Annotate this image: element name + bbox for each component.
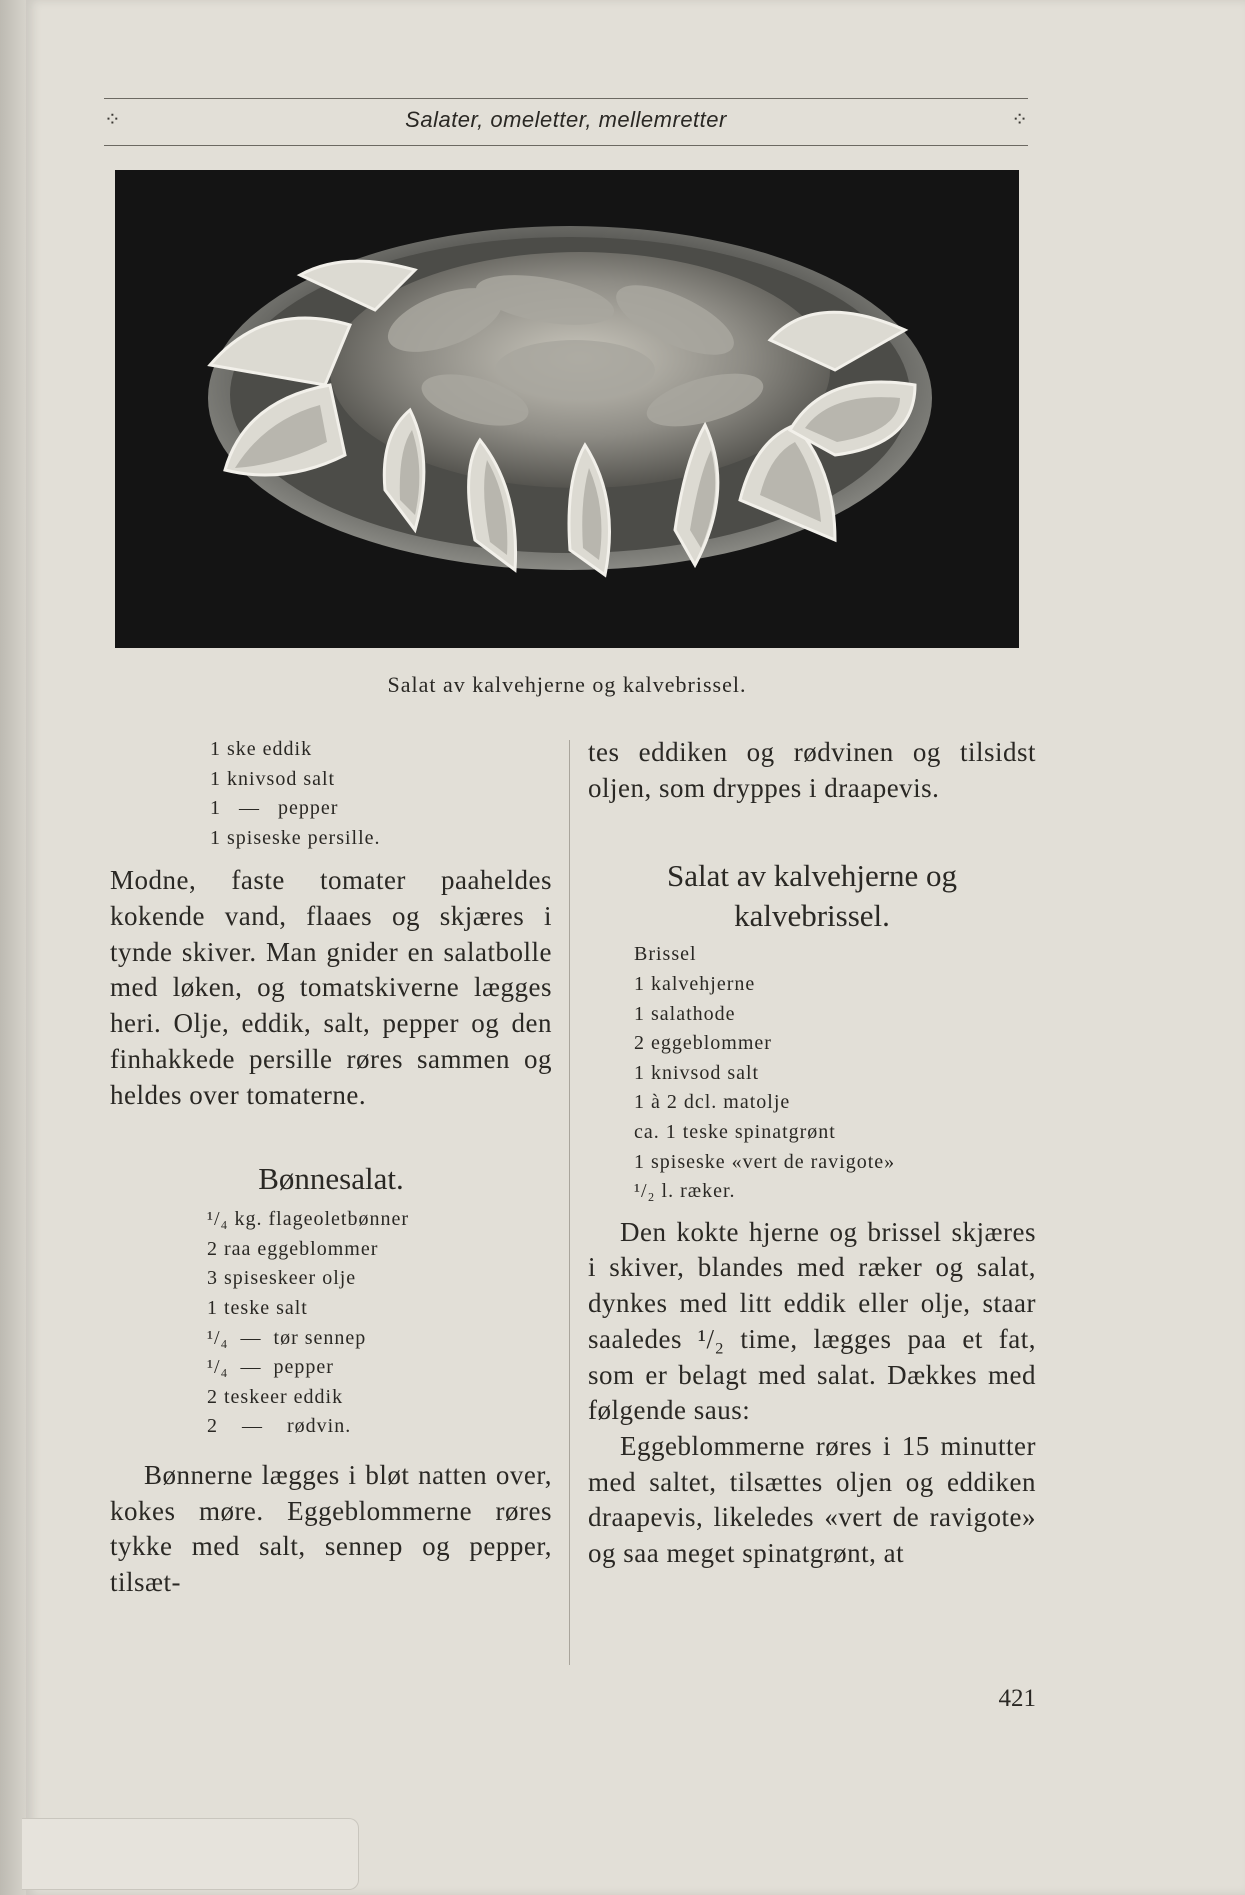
- ingredient-item: 1 spiseske «vert de ravigote»: [634, 1150, 896, 1173]
- ingredient-item: 2 raa eggeblommer: [207, 1237, 379, 1260]
- ingredient-item: ¹/₄ — pepper: [207, 1356, 334, 1379]
- ingredient-item: 2 — rødvin.: [207, 1415, 352, 1438]
- running-header-title: Salater, omeletter, mellemretter: [405, 107, 727, 132]
- ingredient-item: 1 — pepper: [210, 797, 339, 820]
- ingredient-item: ca. 1 teske spinatgrønt: [634, 1120, 836, 1143]
- calf-salad-ingredients: [588, 940, 1036, 1206]
- ingredient-item: 1 ske eddik: [210, 738, 313, 760]
- tomato-salad-instructions: Modne, faste tomater paaheldes kokende vand, flaaes og skjæres i tynde skiver. Man gnider en salatbolle med løken, og tomatskiverne lægges heri. Olje, eddik, salt, pepper og den finhakkede persille røres sammen og heldes over tomaterne.: [110, 865, 552, 1110]
- ingredient-item: 1 à 2 dcl. matolje: [634, 1091, 791, 1114]
- ingredient-item: Brissel: [634, 943, 697, 966]
- ingredient-item: ¹/₄ — tør sennep: [207, 1326, 367, 1349]
- bean-salad-instructions: Bønnerne lægges i bløt natten over, kokes møre. Eggeblommerne røres tykke med salt, sennep og pepper, tilsæt-: [110, 1460, 552, 1598]
- bean-salad-continuation: tes eddiken og rødvinen og tilsidst oljen, som dryppes i draapevis.: [588, 737, 1036, 803]
- ornament-right-icon: ⁘: [1011, 109, 1028, 131]
- calf-salad-instructions: Den kokte hjerne og brissel skjæres i skiver, blandes med ræker og salat, dynkes med litt eddik eller olje, staar saaledes ¹/₂ time, lægges paa et fat, som er belagt med salat. Dækkes med følgende saus:: [588, 1216, 1036, 1426]
- figure-caption: Salat av kalvehjerne og kalvebrissel.: [387, 672, 747, 697]
- bean-salad-title: Bønnesalat.: [258, 1161, 404, 1197]
- ingredient-item: 2 eggeblommer: [634, 1032, 772, 1055]
- ingredient-item: ¹/₂ l. ræker.: [634, 1180, 736, 1203]
- ingredient-item: 1 spiseske persille.: [210, 826, 381, 849]
- ingredient-item: 1 teske salt: [207, 1297, 308, 1320]
- ingredient-item: 1 knivsod salt: [210, 767, 336, 790]
- page-number: 421: [998, 1685, 1036, 1712]
- ingredient-item: 1 kalvehjerne: [634, 973, 756, 995]
- running-header: [104, 98, 1028, 146]
- ingredient-item: 1 salathode: [634, 1002, 736, 1025]
- ornament-left-icon: ⁘: [104, 109, 121, 131]
- ingredient-item: 2 teskeer eddik: [207, 1385, 344, 1408]
- library-tab: [22, 1818, 359, 1890]
- sauce-instructions: Eggeblommerne røres i 15 minutter med saltet, tilsættes oljen og eddiken draapevis, likeledes «vert de ravigote» og saa meget spinatgrønt, at: [588, 1430, 1036, 1569]
- salad-platter-photo-icon: [115, 170, 1019, 648]
- book-spine: [0, 0, 26, 1895]
- right-column: [588, 735, 1036, 1572]
- left-column: [110, 735, 552, 1601]
- salad-platter-photo: [115, 170, 1019, 648]
- ingredient-list-top: [110, 735, 552, 853]
- ingredient-item: 1 knivsod salt: [634, 1061, 760, 1084]
- bean-salad-ingredients: [110, 1205, 552, 1442]
- ingredient-item: ¹/₄ kg. flageoletbønner: [207, 1208, 410, 1231]
- ingredient-item: 3 spiseskeer olje: [207, 1267, 357, 1290]
- calf-salad-title: Salat av kalvehjerne og kalvebrissel.: [666, 858, 958, 934]
- column-divider: [569, 740, 570, 1665]
